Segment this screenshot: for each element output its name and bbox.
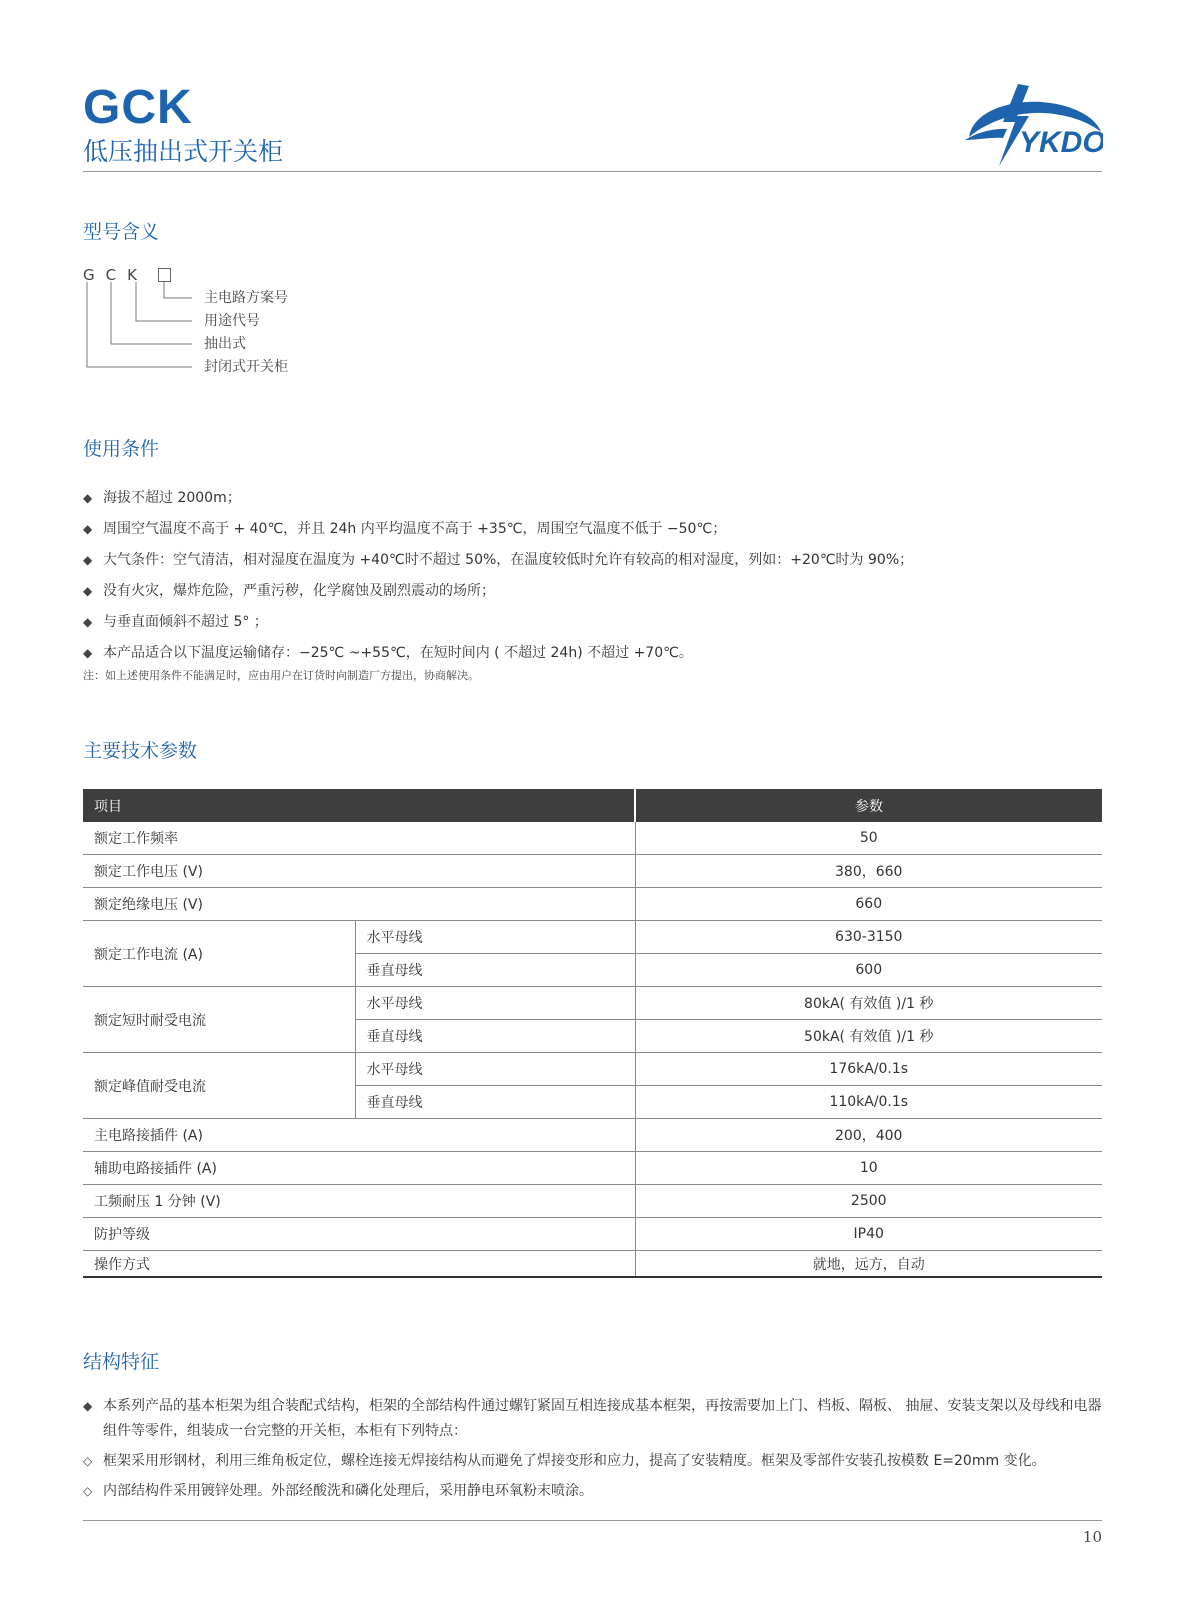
table-cell-value: 50kA( 有效值 )/1 秒 <box>635 1020 1102 1053</box>
table-row <box>83 1251 1102 1278</box>
model-code-placeholder-box <box>158 268 171 282</box>
diamond-filled-icon: ◆ <box>83 615 93 629</box>
conditions-list <box>83 489 1093 675</box>
list-item: ◇ 框架采用形钢材，利用三维角板定位，螺栓连接无焊接结构从而避免了焊接变形和应力，提高了安装精度。框架及零部件安装孔按模数 E=20mm 变化。 <box>83 1449 1103 1474</box>
table-cell-item: 额定峰值耐受电流 <box>83 1053 355 1119</box>
table-header-item: 项目 <box>83 789 635 822</box>
table-cell-value: 110kA/0.1s <box>635 1086 1102 1119</box>
table-cell-item: 额定工作电压 (V) <box>83 855 635 888</box>
table-row <box>83 1119 1102 1152</box>
table-cell-item: 操作方式 <box>83 1251 635 1278</box>
table-header-value: 参数 <box>635 789 1102 822</box>
table-cell-value: 380，660 <box>635 855 1102 888</box>
table-row <box>83 888 1102 921</box>
list-item: ◇ 内部结构件采用镀锌处理。外部经酸洗和磷化处理后，采用静电环氧粉末喷涂。 <box>83 1479 1103 1504</box>
table-row <box>83 1185 1102 1218</box>
model-code: GCK <box>83 266 148 284</box>
diamond-filled-icon: ◆ <box>83 1399 93 1413</box>
diamond-filled-icon: ◆ <box>83 646 93 660</box>
table-cell-item: 辅助电路接插件 (A) <box>83 1152 635 1185</box>
page-subtitle: 低压抽出式开关柜 <box>83 137 284 166</box>
list-item: ◆ 大气条件：空气清洁，相对湿度在温度为 +40℃时不超过 50%，在温度较低时允许有较高的相对湿度，列如：+20℃时为 90%； <box>83 552 914 568</box>
table-cell-value: 10 <box>635 1152 1102 1185</box>
params-table <box>83 789 1102 1278</box>
table-row <box>83 855 1102 888</box>
diamond-outline-icon: ◇ <box>83 1454 93 1468</box>
header-divider <box>83 171 1102 172</box>
table-cell-item: 额定工作频率 <box>83 822 635 855</box>
table-cell-sublabel: 垂直母线 <box>355 1020 635 1053</box>
table-cell-item: 额定工作电流 (A) <box>83 921 355 987</box>
lightning-swirl-logo-icon <box>963 82 1103 168</box>
diamond-filled-icon: ◆ <box>83 553 93 567</box>
table-cell-value: 176kA/0.1s <box>635 1053 1102 1086</box>
table-cell-sublabel: 水平母线 <box>355 987 635 1020</box>
table-cell-value: 80kA( 有效值 )/1 秒 <box>635 987 1102 1020</box>
table-cell-item: 额定短时耐受电流 <box>83 987 355 1053</box>
footer-divider <box>83 1520 1102 1521</box>
list-item: ◆ 与垂直面倾斜不超过 5° ； <box>83 614 268 630</box>
section-title-structure: 结构特征 <box>83 1351 160 1373</box>
diamond-outline-icon: ◇ <box>83 1484 93 1498</box>
diamond-filled-icon: ◆ <box>83 491 93 505</box>
model-label-usage-code: 用途代号 <box>204 313 260 329</box>
table-row <box>83 1152 1102 1185</box>
model-code-connector-lines <box>80 282 210 392</box>
section-title-params: 主要技术参数 <box>83 740 198 762</box>
table-row <box>83 921 1102 954</box>
page-number: 10 <box>1082 1528 1102 1546</box>
table-row <box>83 822 1102 855</box>
table-header-row <box>83 789 1102 822</box>
list-item: ◆ 海拔不超过 2000m； <box>83 490 241 506</box>
table-cell-value: 600 <box>635 954 1102 987</box>
table-cell-item: 工频耐压 1 分钟 (V) <box>83 1185 635 1218</box>
section-title-model: 型号含义 <box>83 221 160 243</box>
brand-logo <box>963 82 1103 168</box>
list-item: ◆ 本系列产品的基本柜架为组合装配式结构，柜架的全部结构件通过螺钉紧固互相连接成基本框架，再按需要加上门、档板、隔板、 抽屉、安装支架以及母线和电器组件等零件，组装成一台完整的开关柜，本柜有下列特点： <box>83 1394 1103 1444</box>
conditions-note: 注：如上述使用条件不能满足时，应由用户在订货时向制造厂方提出，协商解决。 <box>83 669 479 682</box>
model-label-withdrawable: 抽出式 <box>204 336 246 352</box>
list-item: ◆ 本产品适合以下温度运输储存：−25℃ ~+55℃，在短时间内 ( 不超过 24h) 不超过 +70℃。 <box>83 645 693 661</box>
table-row <box>83 987 1102 1020</box>
table-cell-value: 630-3150 <box>635 921 1102 954</box>
table-cell-value: 660 <box>635 888 1102 921</box>
table-cell-item: 防护等级 <box>83 1218 635 1251</box>
table-cell-sublabel: 水平母线 <box>355 1053 635 1086</box>
list-item: ◆ 没有火灾，爆炸危险，严重污秽，化学腐蚀及剧烈震动的场所； <box>83 583 495 599</box>
table-cell-value: 200，400 <box>635 1119 1102 1152</box>
table-cell-sublabel: 水平母线 <box>355 921 635 954</box>
diamond-filled-icon: ◆ <box>83 522 93 536</box>
table-cell-value: 就地，远方，自动 <box>635 1251 1102 1278</box>
table-cell-value: IP40 <box>635 1218 1102 1251</box>
table-cell-sublabel: 垂直母线 <box>355 954 635 987</box>
table-cell-item: 额定绝缘电压 (V) <box>83 888 635 921</box>
model-label-main-circuit: 主电路方案号 <box>204 290 288 306</box>
section-title-conditions: 使用条件 <box>83 438 160 460</box>
list-item: ◆ 周围空气温度不高于 + 40℃，并且 24h 内平均温度不高于 +35℃，周围空气温度不低于 −50℃； <box>83 521 727 537</box>
table-cell-item: 主电路接插件 (A) <box>83 1119 635 1152</box>
table-cell-sublabel: 垂直母线 <box>355 1086 635 1119</box>
structure-list <box>83 1394 1103 1504</box>
diamond-filled-icon: ◆ <box>83 584 93 598</box>
table-cell-value: 2500 <box>635 1185 1102 1218</box>
model-label-enclosed-cabinet: 封闭式开关柜 <box>204 359 288 375</box>
logo-text: YKDO <box>1019 126 1103 159</box>
table-row <box>83 1218 1102 1251</box>
table-row <box>83 1053 1102 1086</box>
table-cell-value: 50 <box>635 822 1102 855</box>
page-title: GCK <box>83 81 193 134</box>
